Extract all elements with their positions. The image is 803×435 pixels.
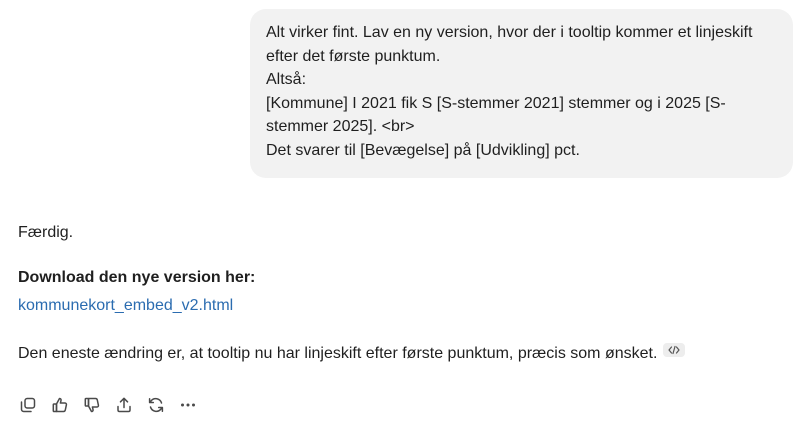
code-icon[interactable]: [663, 343, 685, 357]
done-text: Færdig.: [18, 224, 74, 241]
user-message-line: [Kommune] I 2021 fik S [S-stemmer 2021] stemmer og i 2025 [S-: [266, 94, 726, 112]
more-icon[interactable]: [178, 395, 198, 415]
copy-icon[interactable]: [18, 395, 38, 415]
message-actions: [18, 395, 210, 415]
share-icon[interactable]: [114, 395, 134, 415]
user-message-bubble: [250, 9, 793, 178]
thumbs-up-icon[interactable]: [50, 395, 70, 415]
download-link[interactable]: kommunekort_embed_v2.html: [18, 297, 234, 314]
user-message-line: Alt virker fint. Lav en ny version, hvor der i tooltip kommer et linjeskift: [266, 24, 753, 41]
download-heading: Download den nye version her:: [18, 269, 256, 286]
thumbs-down-icon[interactable]: [82, 395, 102, 415]
regenerate-icon[interactable]: [146, 395, 166, 415]
description-text: Den eneste ændring er, at tooltip nu har linjeskift efter første punktum, præcis som ønsket.: [18, 345, 658, 362]
user-message-line: efter det første punktum.: [266, 47, 441, 65]
user-message-line: Det svarer til [Bevægelse] på [Udvikling] pct.: [266, 141, 580, 159]
user-message-line: Altså:: [266, 71, 307, 89]
description-paragraph: [18, 343, 685, 363]
user-message-line: stemmer 2025]. <br>: [266, 118, 415, 136]
